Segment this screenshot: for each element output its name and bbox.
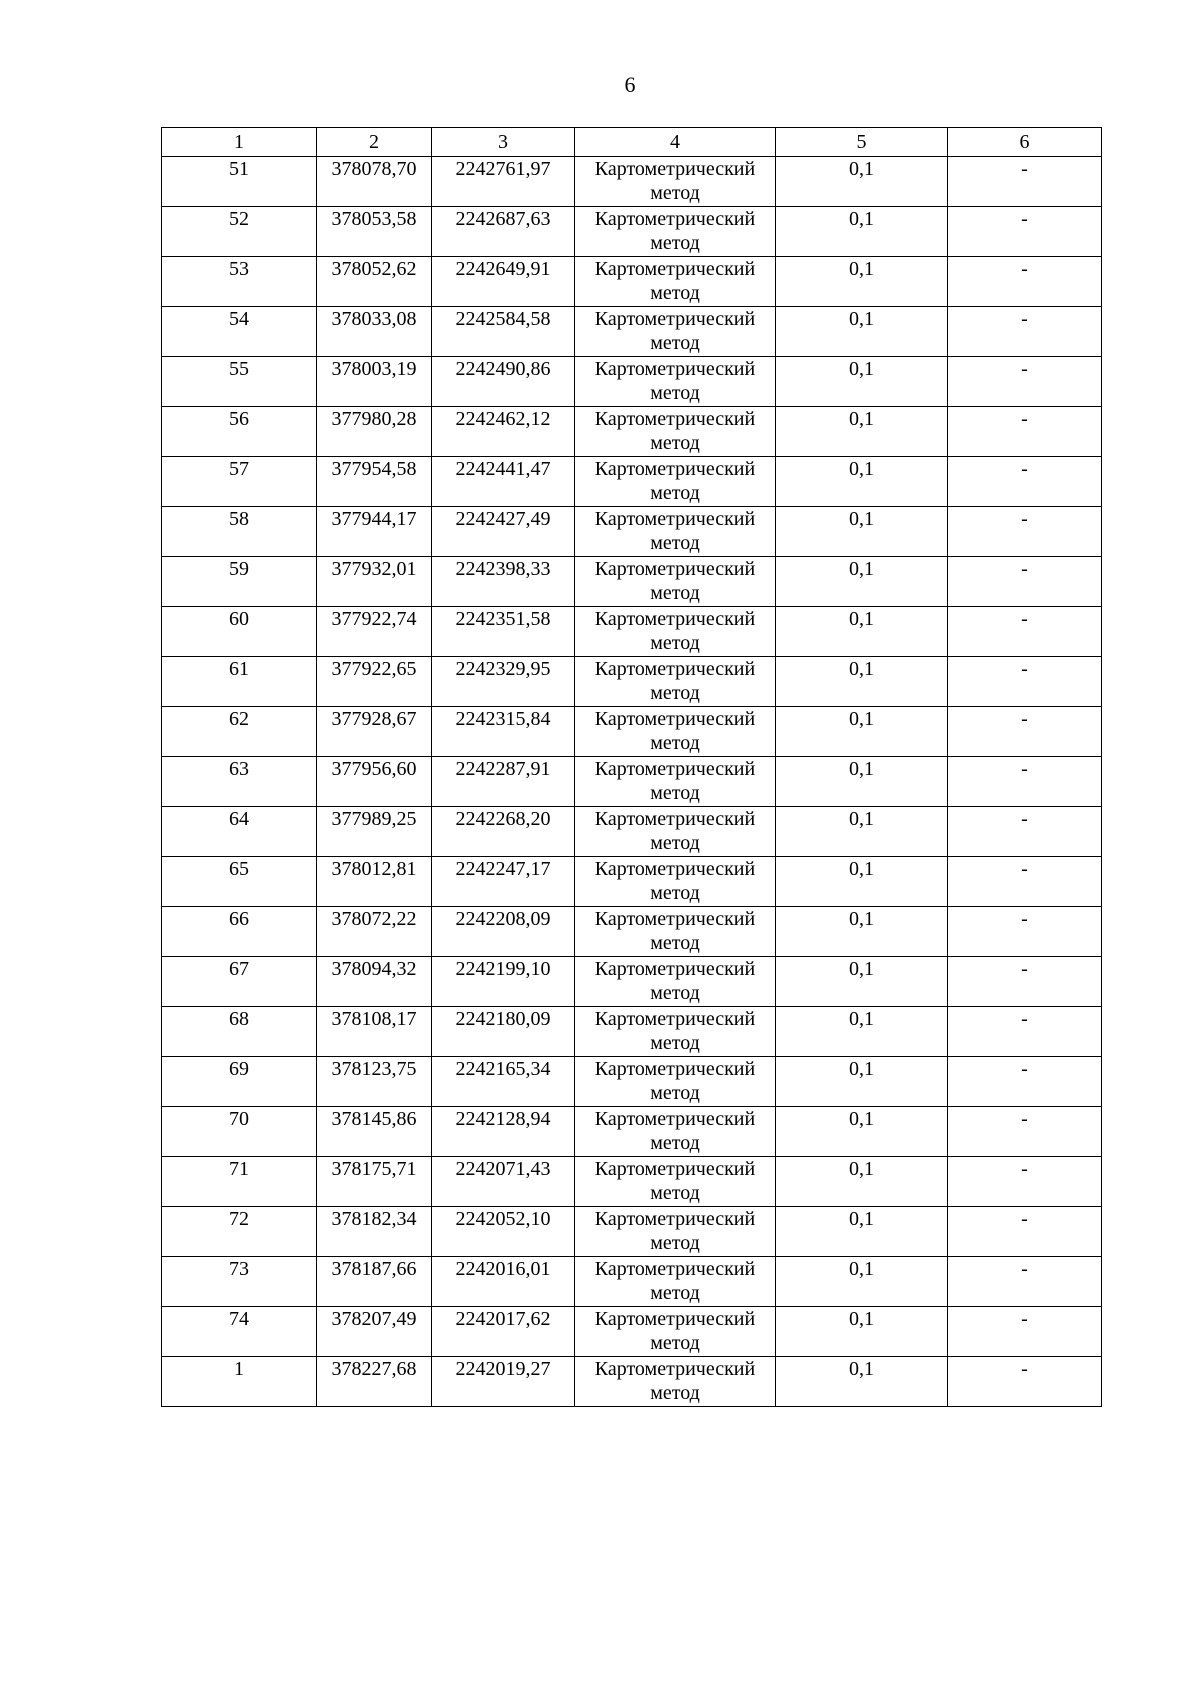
x-coordinate-cell: 378145,86 bbox=[317, 1107, 432, 1157]
header-row bbox=[162, 128, 1102, 157]
y-coordinate-cell: 2242584,58 bbox=[432, 307, 575, 357]
column-header-4: 4 bbox=[575, 128, 776, 157]
accuracy-cell: 0,1 bbox=[776, 1057, 948, 1107]
method-cell: Картометрический метод bbox=[575, 457, 776, 507]
x-coordinate-cell: 378053,58 bbox=[317, 207, 432, 257]
accuracy-cell: 0,1 bbox=[776, 1007, 948, 1057]
note-cell: - bbox=[948, 1357, 1102, 1407]
point-number-cell: 57 bbox=[162, 457, 317, 507]
point-number-cell: 55 bbox=[162, 357, 317, 407]
table-row bbox=[162, 257, 1102, 307]
note-cell: - bbox=[948, 507, 1102, 557]
table-row bbox=[162, 307, 1102, 357]
method-cell: Картометрический метод bbox=[575, 1257, 776, 1307]
note-cell: - bbox=[948, 1007, 1102, 1057]
x-coordinate-cell: 378072,22 bbox=[317, 907, 432, 957]
table-row bbox=[162, 1257, 1102, 1307]
y-coordinate-cell: 2242268,20 bbox=[432, 807, 575, 857]
method-cell: Картометрический метод bbox=[575, 157, 776, 207]
table-row bbox=[162, 1057, 1102, 1107]
y-coordinate-cell: 2242649,91 bbox=[432, 257, 575, 307]
point-number-cell: 67 bbox=[162, 957, 317, 1007]
point-number-cell: 69 bbox=[162, 1057, 317, 1107]
y-coordinate-cell: 2242019,27 bbox=[432, 1357, 575, 1407]
point-number-cell: 74 bbox=[162, 1307, 317, 1357]
method-cell: Картометрический метод bbox=[575, 357, 776, 407]
note-cell: - bbox=[948, 807, 1102, 857]
accuracy-cell: 0,1 bbox=[776, 1207, 948, 1257]
accuracy-cell: 0,1 bbox=[776, 1157, 948, 1207]
table-row bbox=[162, 157, 1102, 207]
table-row bbox=[162, 957, 1102, 1007]
note-cell: - bbox=[948, 207, 1102, 257]
x-coordinate-cell: 378207,49 bbox=[317, 1307, 432, 1357]
accuracy-cell: 0,1 bbox=[776, 657, 948, 707]
y-coordinate-cell: 2242247,17 bbox=[432, 857, 575, 907]
point-number-cell: 66 bbox=[162, 907, 317, 957]
method-cell: Картометрический метод bbox=[575, 1357, 776, 1407]
note-cell: - bbox=[948, 457, 1102, 507]
y-coordinate-cell: 2242287,91 bbox=[432, 757, 575, 807]
table-row bbox=[162, 407, 1102, 457]
table-row bbox=[162, 507, 1102, 557]
y-coordinate-cell: 2242687,63 bbox=[432, 207, 575, 257]
point-number-cell: 73 bbox=[162, 1257, 317, 1307]
method-cell: Картометрический метод bbox=[575, 807, 776, 857]
note-cell: - bbox=[948, 857, 1102, 907]
accuracy-cell: 0,1 bbox=[776, 1357, 948, 1407]
accuracy-cell: 0,1 bbox=[776, 1107, 948, 1157]
point-number-cell: 60 bbox=[162, 607, 317, 657]
x-coordinate-cell: 377922,65 bbox=[317, 657, 432, 707]
point-number-cell: 51 bbox=[162, 157, 317, 207]
method-cell: Картометрический метод bbox=[575, 557, 776, 607]
method-cell: Картометрический метод bbox=[575, 657, 776, 707]
method-cell: Картометрический метод bbox=[575, 957, 776, 1007]
method-cell: Картометрический метод bbox=[575, 257, 776, 307]
x-coordinate-cell: 378078,70 bbox=[317, 157, 432, 207]
column-header-3: 3 bbox=[432, 128, 575, 157]
y-coordinate-cell: 2242199,10 bbox=[432, 957, 575, 1007]
y-coordinate-cell: 2242351,58 bbox=[432, 607, 575, 657]
method-cell: Картометрический метод bbox=[575, 507, 776, 557]
y-coordinate-cell: 2242128,94 bbox=[432, 1107, 575, 1157]
accuracy-cell: 0,1 bbox=[776, 1257, 948, 1307]
table-row bbox=[162, 207, 1102, 257]
point-number-cell: 52 bbox=[162, 207, 317, 257]
x-coordinate-cell: 378012,81 bbox=[317, 857, 432, 907]
table-row bbox=[162, 357, 1102, 407]
note-cell: - bbox=[948, 657, 1102, 707]
point-number-cell: 70 bbox=[162, 1107, 317, 1157]
table-row bbox=[162, 757, 1102, 807]
note-cell: - bbox=[948, 1307, 1102, 1357]
y-coordinate-cell: 2242208,09 bbox=[432, 907, 575, 957]
table-row bbox=[162, 807, 1102, 857]
x-coordinate-cell: 378108,17 bbox=[317, 1007, 432, 1057]
note-cell: - bbox=[948, 707, 1102, 757]
accuracy-cell: 0,1 bbox=[776, 757, 948, 807]
point-number-cell: 54 bbox=[162, 307, 317, 357]
x-coordinate-cell: 377944,17 bbox=[317, 507, 432, 557]
point-number-cell: 1 bbox=[162, 1357, 317, 1407]
point-number-cell: 63 bbox=[162, 757, 317, 807]
x-coordinate-cell: 378182,34 bbox=[317, 1207, 432, 1257]
x-coordinate-cell: 378175,71 bbox=[317, 1157, 432, 1207]
method-cell: Картометрический метод bbox=[575, 307, 776, 357]
point-number-cell: 64 bbox=[162, 807, 317, 857]
y-coordinate-cell: 2242761,97 bbox=[432, 157, 575, 207]
x-coordinate-cell: 378227,68 bbox=[317, 1357, 432, 1407]
note-cell: - bbox=[948, 257, 1102, 307]
method-cell: Картометрический метод bbox=[575, 1007, 776, 1057]
method-cell: Картометрический метод bbox=[575, 1207, 776, 1257]
method-cell: Картометрический метод bbox=[575, 407, 776, 457]
y-coordinate-cell: 2242441,47 bbox=[432, 457, 575, 507]
note-cell: - bbox=[948, 1207, 1102, 1257]
accuracy-cell: 0,1 bbox=[776, 157, 948, 207]
point-number-cell: 68 bbox=[162, 1007, 317, 1057]
page-number: 6 bbox=[624, 72, 636, 97]
method-cell: Картометрический метод bbox=[575, 1107, 776, 1157]
point-number-cell: 65 bbox=[162, 857, 317, 907]
column-header-2: 2 bbox=[317, 128, 432, 157]
y-coordinate-cell: 2242427,49 bbox=[432, 507, 575, 557]
note-cell: - bbox=[948, 907, 1102, 957]
x-coordinate-cell: 378123,75 bbox=[317, 1057, 432, 1107]
column-header-1: 1 bbox=[162, 128, 317, 157]
x-coordinate-cell: 377980,28 bbox=[317, 407, 432, 457]
table-row bbox=[162, 557, 1102, 607]
accuracy-cell: 0,1 bbox=[776, 357, 948, 407]
coordinates-table bbox=[161, 127, 1102, 1407]
accuracy-cell: 0,1 bbox=[776, 607, 948, 657]
accuracy-cell: 0,1 bbox=[776, 807, 948, 857]
method-cell: Картометрический метод bbox=[575, 1057, 776, 1107]
y-coordinate-cell: 2242462,12 bbox=[432, 407, 575, 457]
accuracy-cell: 0,1 bbox=[776, 207, 948, 257]
y-coordinate-cell: 2242329,95 bbox=[432, 657, 575, 707]
accuracy-cell: 0,1 bbox=[776, 257, 948, 307]
note-cell: - bbox=[948, 407, 1102, 457]
point-number-cell: 58 bbox=[162, 507, 317, 557]
table-row bbox=[162, 1307, 1102, 1357]
note-cell: - bbox=[948, 607, 1102, 657]
point-number-cell: 59 bbox=[162, 557, 317, 607]
y-coordinate-cell: 2242398,33 bbox=[432, 557, 575, 607]
note-cell: - bbox=[948, 357, 1102, 407]
point-number-cell: 53 bbox=[162, 257, 317, 307]
accuracy-cell: 0,1 bbox=[776, 457, 948, 507]
x-coordinate-cell: 377928,67 bbox=[317, 707, 432, 757]
table-header bbox=[162, 128, 1102, 157]
x-coordinate-cell: 378052,62 bbox=[317, 257, 432, 307]
note-cell: - bbox=[948, 1107, 1102, 1157]
accuracy-cell: 0,1 bbox=[776, 407, 948, 457]
accuracy-cell: 0,1 bbox=[776, 907, 948, 957]
method-cell: Картометрический метод bbox=[575, 1157, 776, 1207]
y-coordinate-cell: 2242017,62 bbox=[432, 1307, 575, 1357]
table-row bbox=[162, 607, 1102, 657]
table-row bbox=[162, 1357, 1102, 1407]
method-cell: Картометрический метод bbox=[575, 907, 776, 957]
method-cell: Картометрический метод bbox=[575, 607, 776, 657]
method-cell: Картометрический метод bbox=[575, 1307, 776, 1357]
table-row bbox=[162, 657, 1102, 707]
accuracy-cell: 0,1 bbox=[776, 857, 948, 907]
table-row bbox=[162, 457, 1102, 507]
method-cell: Картометрический метод bbox=[575, 207, 776, 257]
note-cell: - bbox=[948, 157, 1102, 207]
accuracy-cell: 0,1 bbox=[776, 957, 948, 1007]
accuracy-cell: 0,1 bbox=[776, 1307, 948, 1357]
y-coordinate-cell: 2242315,84 bbox=[432, 707, 575, 757]
y-coordinate-cell: 2242016,01 bbox=[432, 1257, 575, 1307]
method-cell: Картометрический метод bbox=[575, 707, 776, 757]
x-coordinate-cell: 377932,01 bbox=[317, 557, 432, 607]
y-coordinate-cell: 2242071,43 bbox=[432, 1157, 575, 1207]
point-number-cell: 72 bbox=[162, 1207, 317, 1257]
x-coordinate-cell: 378187,66 bbox=[317, 1257, 432, 1307]
method-cell: Картометрический метод bbox=[575, 757, 776, 807]
y-coordinate-cell: 2242052,10 bbox=[432, 1207, 575, 1257]
table-row bbox=[162, 857, 1102, 907]
x-coordinate-cell: 377956,60 bbox=[317, 757, 432, 807]
table-row bbox=[162, 1007, 1102, 1057]
x-coordinate-cell: 378033,08 bbox=[317, 307, 432, 357]
x-coordinate-cell: 377922,74 bbox=[317, 607, 432, 657]
point-number-cell: 56 bbox=[162, 407, 317, 457]
note-cell: - bbox=[948, 1157, 1102, 1207]
note-cell: - bbox=[948, 557, 1102, 607]
point-number-cell: 62 bbox=[162, 707, 317, 757]
table-row bbox=[162, 707, 1102, 757]
column-header-5: 5 bbox=[776, 128, 948, 157]
method-cell: Картометрический метод bbox=[575, 857, 776, 907]
accuracy-cell: 0,1 bbox=[776, 557, 948, 607]
table-body bbox=[162, 157, 1102, 1407]
x-coordinate-cell: 377989,25 bbox=[317, 807, 432, 857]
y-coordinate-cell: 2242180,09 bbox=[432, 1007, 575, 1057]
note-cell: - bbox=[948, 957, 1102, 1007]
accuracy-cell: 0,1 bbox=[776, 307, 948, 357]
point-number-cell: 61 bbox=[162, 657, 317, 707]
accuracy-cell: 0,1 bbox=[776, 507, 948, 557]
point-number-cell: 71 bbox=[162, 1157, 317, 1207]
x-coordinate-cell: 377954,58 bbox=[317, 457, 432, 507]
note-cell: - bbox=[948, 757, 1102, 807]
table-row bbox=[162, 1207, 1102, 1257]
y-coordinate-cell: 2242490,86 bbox=[432, 357, 575, 407]
x-coordinate-cell: 378094,32 bbox=[317, 957, 432, 1007]
table-row bbox=[162, 907, 1102, 957]
y-coordinate-cell: 2242165,34 bbox=[432, 1057, 575, 1107]
table-row bbox=[162, 1157, 1102, 1207]
x-coordinate-cell: 378003,19 bbox=[317, 357, 432, 407]
accuracy-cell: 0,1 bbox=[776, 707, 948, 757]
column-header-6: 6 bbox=[948, 128, 1102, 157]
note-cell: - bbox=[948, 1257, 1102, 1307]
table-row bbox=[162, 1107, 1102, 1157]
note-cell: - bbox=[948, 307, 1102, 357]
note-cell: - bbox=[948, 1057, 1102, 1107]
